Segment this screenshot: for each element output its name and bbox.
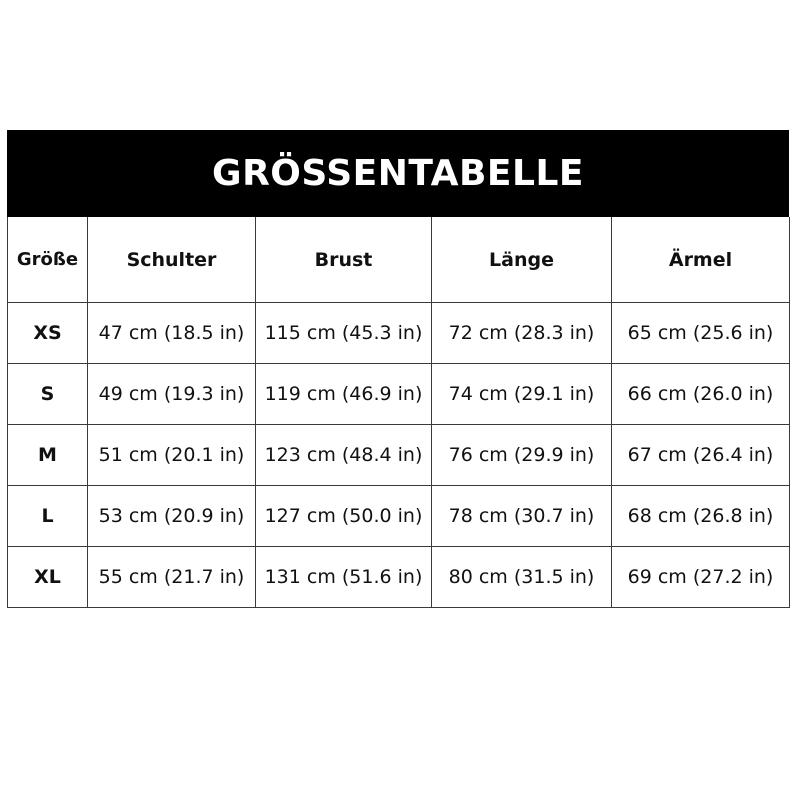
length-cell: 78 cm (30.7 in) bbox=[432, 486, 612, 547]
shoulder-cell: 55 cm (21.7 in) bbox=[88, 547, 256, 608]
sleeve-cell: 65 cm (25.6 in) bbox=[612, 303, 790, 364]
table-row bbox=[8, 486, 790, 547]
length-cell: 76 cm (29.9 in) bbox=[432, 425, 612, 486]
header-shoulder: Schulter bbox=[88, 217, 256, 303]
shoulder-cell: 47 cm (18.5 in) bbox=[88, 303, 256, 364]
size-cell: S bbox=[8, 364, 88, 425]
header-size: Größe bbox=[8, 217, 88, 303]
header-sleeve: Ärmel bbox=[612, 217, 790, 303]
table-row bbox=[8, 425, 790, 486]
shoulder-cell: 53 cm (20.9 in) bbox=[88, 486, 256, 547]
length-cell: 80 cm (31.5 in) bbox=[432, 547, 612, 608]
size-cell: XS bbox=[8, 303, 88, 364]
chest-cell: 127 cm (50.0 in) bbox=[256, 486, 432, 547]
chest-cell: 131 cm (51.6 in) bbox=[256, 547, 432, 608]
sleeve-cell: 69 cm (27.2 in) bbox=[612, 547, 790, 608]
size-table bbox=[7, 217, 790, 608]
table-header-row bbox=[8, 217, 790, 303]
sleeve-cell: 66 cm (26.0 in) bbox=[612, 364, 790, 425]
chest-cell: 119 cm (46.9 in) bbox=[256, 364, 432, 425]
size-cell: L bbox=[8, 486, 88, 547]
sleeve-cell: 67 cm (26.4 in) bbox=[612, 425, 790, 486]
shoulder-cell: 51 cm (20.1 in) bbox=[88, 425, 256, 486]
length-cell: 74 cm (29.1 in) bbox=[432, 364, 612, 425]
table-row bbox=[8, 547, 790, 608]
size-chart-title: GRÖSSENTABELLE bbox=[7, 130, 789, 217]
size-cell: XL bbox=[8, 547, 88, 608]
size-chart bbox=[7, 130, 789, 608]
shoulder-cell: 49 cm (19.3 in) bbox=[88, 364, 256, 425]
sleeve-cell: 68 cm (26.8 in) bbox=[612, 486, 790, 547]
table-row bbox=[8, 303, 790, 364]
header-chest: Brust bbox=[256, 217, 432, 303]
table-row bbox=[8, 364, 790, 425]
chest-cell: 115 cm (45.3 in) bbox=[256, 303, 432, 364]
chest-cell: 123 cm (48.4 in) bbox=[256, 425, 432, 486]
length-cell: 72 cm (28.3 in) bbox=[432, 303, 612, 364]
header-length: Länge bbox=[432, 217, 612, 303]
size-cell: M bbox=[8, 425, 88, 486]
